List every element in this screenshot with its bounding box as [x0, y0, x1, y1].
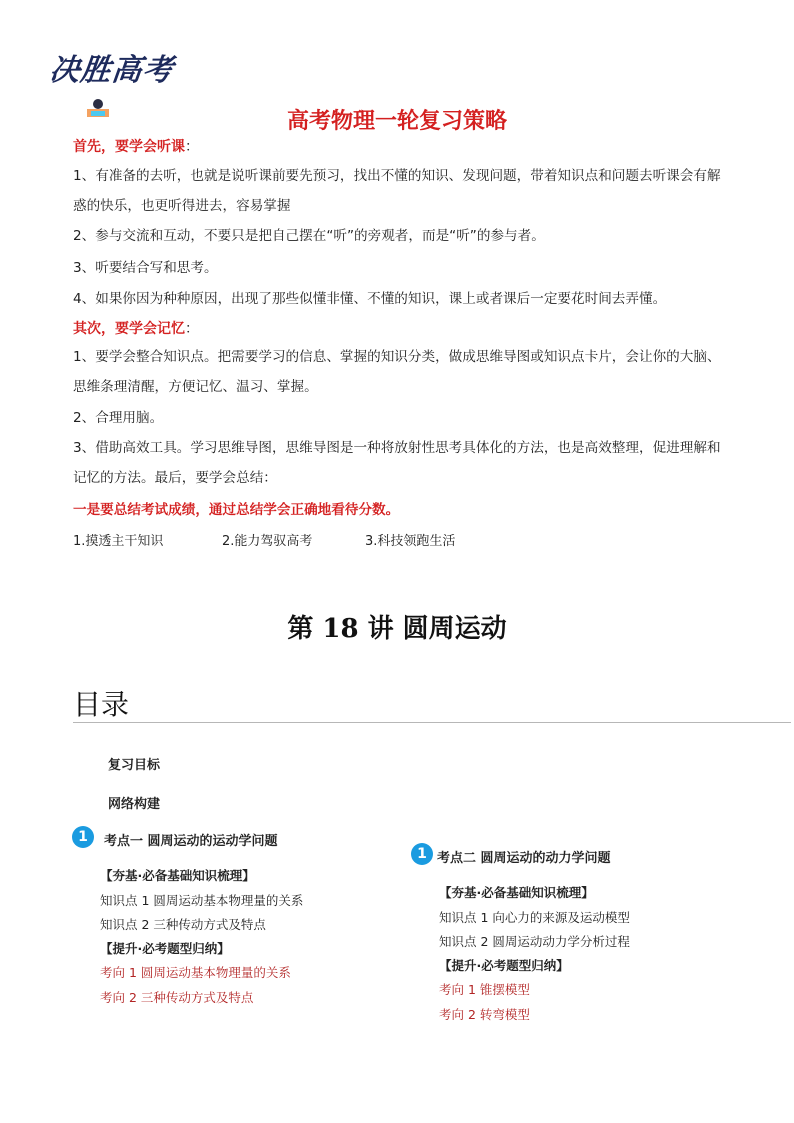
- toc-knowledge-point[interactable]: 知识点 2 圆周运动动力学分析过程: [439, 934, 630, 949]
- toc-direction[interactable]: 考向 1 圆周运动基本物理量的关系: [100, 965, 291, 980]
- toc-subheading: 【提升·必考题型归纳】: [439, 958, 569, 973]
- paragraph: 4、如果你因为种种原因，出现了那些似懂非懂、不懂的知识，课上或者课后一定要花时间去弄懂。: [73, 291, 667, 307]
- toc-title: 目录: [73, 688, 130, 721]
- section-heading-listening: [73, 136, 199, 156]
- number-badge-icon: 1: [411, 843, 433, 865]
- toc-direction[interactable]: 考向 2 三种传动方式及特点: [100, 990, 254, 1005]
- toc-knowledge-point[interactable]: 知识点 1 向心力的来源及运动模型: [439, 910, 630, 925]
- toc-knowledge-point[interactable]: 知识点 1 圆周运动基本物理量的关系: [100, 893, 304, 908]
- paragraph: 2、合理用脑。: [73, 410, 164, 426]
- paragraph: 1、要学会整合知识点。把需要学习的信息、掌握的知识分类，做成思维导图或知识点卡片，会让你的大脑、思维条理清醒，方便记忆、温习、掌握。: [73, 349, 721, 395]
- summary-highlight: 一是要总结考试成绩，通过总结学会正确地看待分数。: [73, 502, 400, 518]
- toc-subheading: 【提升·必考题型归纳】: [100, 941, 230, 956]
- main-title: 高考物理一轮复习策略: [286, 109, 507, 134]
- toc-knowledge-point[interactable]: 知识点 2 三种传动方式及特点: [100, 917, 266, 932]
- paragraph: 3、听要结合写和思考。: [73, 260, 218, 276]
- toc-kaodian-1[interactable]: 考点一 圆周运动的运动学问题: [104, 834, 278, 849]
- summary-item: 3.科技领跑生活: [365, 534, 456, 549]
- toc-subheading: 【夯基·必备基础知识梳理】: [100, 868, 255, 883]
- summary-item: 2.能力驾驭高考: [222, 534, 313, 549]
- logo-text: 决胜高考: [47, 53, 176, 88]
- heading-colon: ：: [185, 139, 199, 155]
- heading-text: 其次，要学会记忆: [73, 321, 185, 337]
- toc-entry-goals[interactable]: 复习目标: [108, 758, 161, 773]
- toc-direction[interactable]: 考向 1 锥摆模型: [439, 982, 530, 997]
- toc-direction[interactable]: 考向 2 转弯模型: [439, 1007, 530, 1022]
- paragraph: 2、参与交流和互动，不要只是把自己摆在“听”的旁观者，而是“听”的参与者。: [73, 228, 545, 244]
- toc-entry-network[interactable]: 网络构建: [108, 797, 161, 812]
- heading-colon: ：: [185, 321, 199, 337]
- lecture-title: 第 18 讲 圆周运动: [287, 614, 507, 644]
- summary-item: 1.摸透主干知识: [73, 534, 164, 549]
- toc-divider: [73, 722, 791, 723]
- paragraph: 1、有准备的去听，也就是说听课前要先预习，找出不懂的知识、发现问题，带着知识点和问题去听课会有解惑的快乐，也更听得进去，容易掌握: [73, 168, 721, 214]
- section-heading-memory: [73, 318, 199, 338]
- paragraph: 3、借助高效工具。学习思维导图，思维导图是一种将放射性思考具体化的方法，也是高效整理，促进理解和记忆的方法。最后，要学会总结：: [73, 440, 721, 486]
- toc-subheading: 【夯基·必备基础知识梳理】: [439, 885, 594, 900]
- heading-text: 首先，要学会听课: [73, 139, 185, 155]
- toc-kaodian-2[interactable]: 考点二 圆周运动的动力学问题: [437, 851, 611, 866]
- number-badge-icon: 1: [72, 826, 94, 848]
